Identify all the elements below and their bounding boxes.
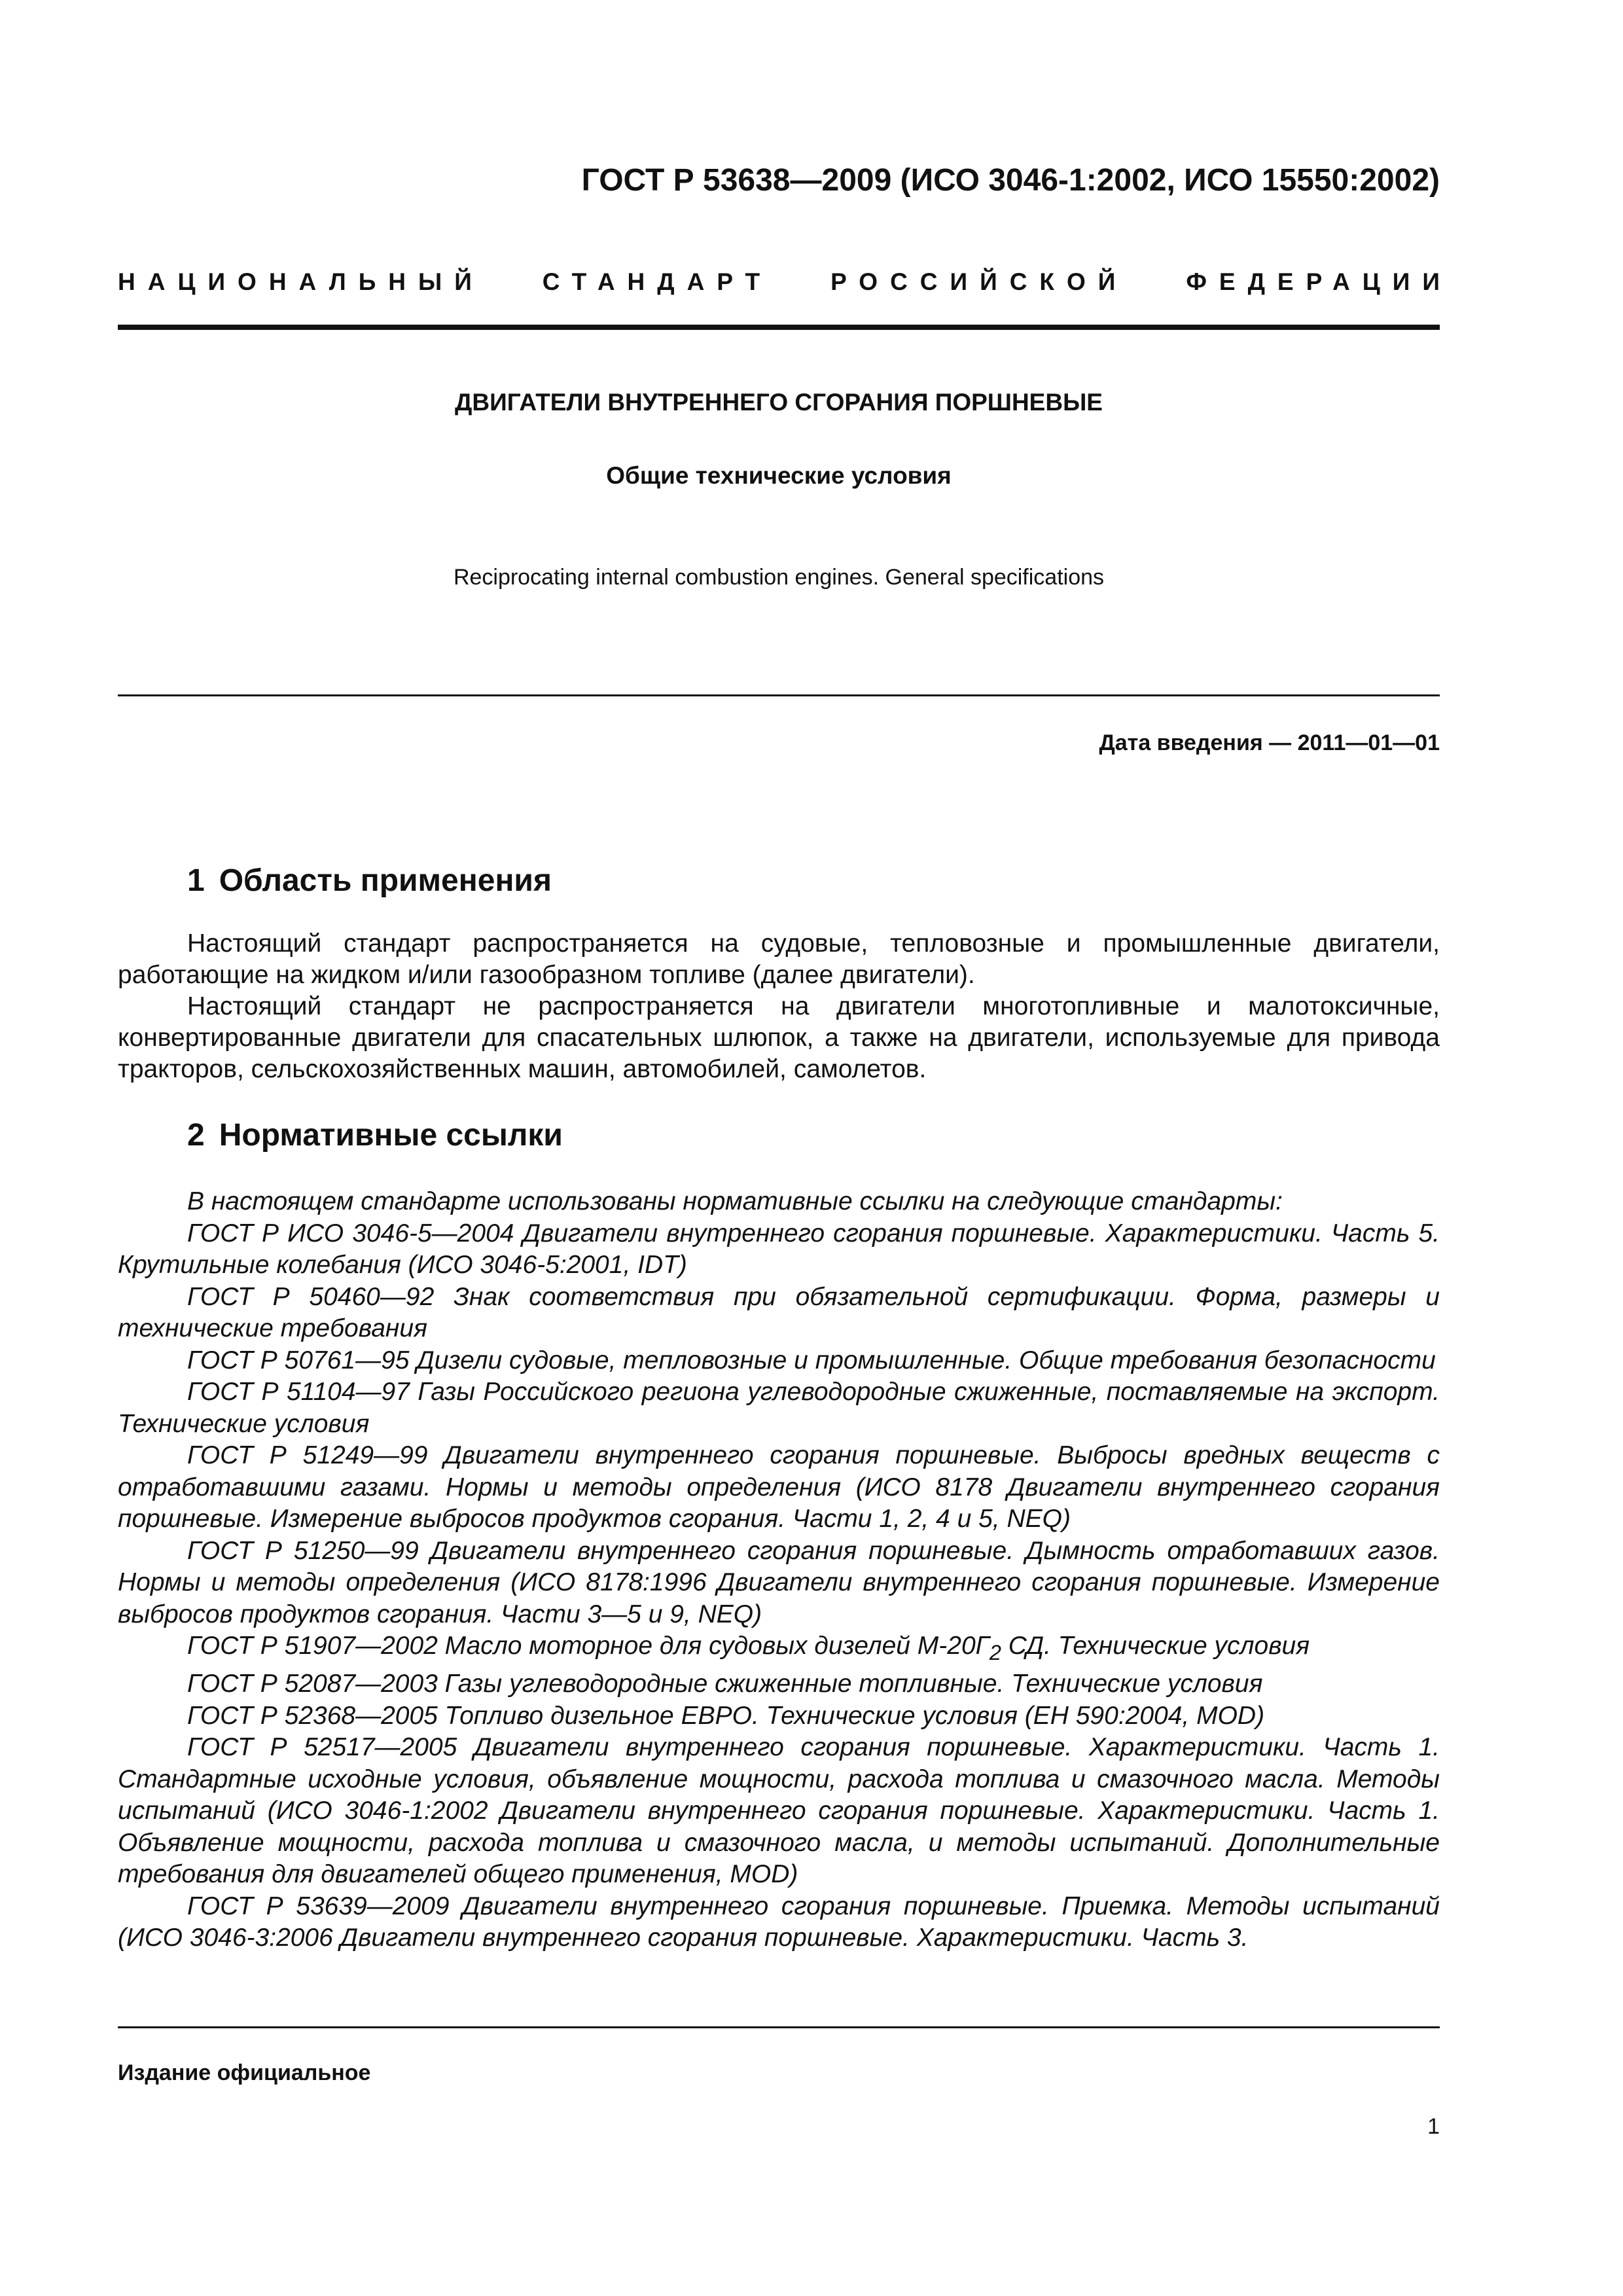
paragraph: Настоящий стандарт распространяется на судовые, тепловозные и промышленные двигатели, работающие на жидком и/или газообразном топливе (далее двигатели).: [118, 929, 1440, 989]
subscript: 2: [989, 1640, 1001, 1664]
reference-item: ГОСТ Р 51249—99 Двигатели внутреннего сгорания поршневые. Выбросы вредных веществ с отработавшими газами. Нормы и методы определения (ИСО 8178 Двигатели внутреннего сгорания поршневые. Измерение выбросов продуктов сгорания. Части 1, 2, 4 и 5, NEQ): [118, 1441, 1440, 1533]
paragraph: Настоящий стандарт не распространяется на двигатели многотопливные и малотоксичные, конвертированные двигатели для спасательных шлюпок, а также на двигатели, используемые для привода тракторов, сельскохозяйственных машин, автомобилей, самолетов.: [118, 992, 1440, 1083]
introduction-date: Дата введения — 2011—01—01: [1099, 730, 1440, 755]
reference-item: ГОСТ Р 52087—2003 Газы углеводородные сжиженные топливные. Технические условия: [187, 1670, 1263, 1698]
reference-item: ГОСТ Р 50761—95 Дизели судовые, тепловозные и промышленные. Общие требования безопасности: [187, 1346, 1436, 1374]
banner-word: ФЕДЕРАЦИИ: [1186, 268, 1452, 295]
banner-word: НАЦИОНАЛЬНЫЙ: [118, 268, 484, 295]
header-divider: [118, 325, 1440, 330]
section-title: Нормативные ссылки: [219, 1118, 563, 1153]
section-title: Область применения: [219, 863, 552, 898]
reference-item: ГОСТ Р 51104—97 Газы Российского региона углеводородные сжиженные, поставляемые на экспорт. Технические условия: [118, 1378, 1440, 1438]
page-number: 1: [1427, 2114, 1440, 2139]
reference-item: ГОСТ Р ИСО 3046-5—2004 Двигатели внутреннего сгорания поршневые. Характеристики. Часть 5. Крутильные колебания (ИСО 3046-5:2001, IDT): [118, 1219, 1440, 1279]
references-list: [118, 1186, 1440, 1954]
section-1-heading: [187, 863, 552, 899]
reference-text: СД. Технические условия: [1001, 1632, 1310, 1660]
banner-word: РОССИЙСКОЙ: [830, 268, 1128, 295]
document-title: ДВИГАТЕЛИ ВНУТРЕННЕГО СГОРАНИЯ ПОРШНЕВЫЕ: [455, 389, 1103, 416]
reference-item: ГОСТ Р 53639—2009 Двигатели внутреннего сгорания поршневые. Приемка. Методы испытаний (ИСО 3046-3:2006 Двигатели внутреннего сгорания поршневые. Характеристики. Часть 3.: [118, 1892, 1440, 1952]
reference-item: ГОСТ Р 51250—99 Двигатели внутреннего сгорания поршневые. Дымность отработавших газов. Нормы и методы определения (ИСО 8178:1996 Двигатели внутреннего сгорания поршневые. Измерение выбросов продуктов сгорания. Части 3—5 и 9, NEQ): [118, 1536, 1440, 1628]
reference-item: [118, 1630, 1440, 1668]
section-1-body: [118, 928, 1440, 1085]
document-subtitle: Общие технические условия: [606, 462, 952, 489]
section-2-heading: [187, 1117, 563, 1153]
english-title: Reciprocating internal combustion engines. General specifications: [453, 565, 1105, 590]
footer-divider: [118, 2026, 1440, 2028]
reference-item: ГОСТ Р 52368—2005 Топливо дизельное ЕВРО. Технические условия (ЕН 590:2004, MOD): [187, 1701, 1265, 1730]
banner-word: СТАНДАРТ: [542, 268, 773, 295]
reference-item: ГОСТ Р 50460—92 Знак соответствия при обязательной сертификации. Форма, размеры и технические требования: [118, 1282, 1440, 1342]
national-standard-banner: [118, 268, 1452, 296]
section-number: 1: [187, 863, 205, 898]
references-intro: В настоящем стандарте использованы нормативные ссылки на следующие стандарты:: [187, 1187, 1283, 1215]
document-number: ГОСТ Р 53638—2009 (ИСО 3046-1:2002, ИСО 15550:2002): [581, 163, 1440, 198]
reference-item: ГОСТ Р 52517—2005 Двигатели внутреннего сгорания поршневые. Характеристики. Часть 1. Стандартные исходные условия, объявление мощности, расхода топлива и смазочного масла. Методы испытаний (ИСО 3046-1:2002 Двигатели внутреннего сгорания поршневые. Характеристики. Часть 1. Объявление мощности, расхода топлива и смазочного масла, и методы испытаний. Дополнительные требования для двигателей общего применения, MOD): [118, 1733, 1440, 1889]
title-divider: [118, 694, 1440, 696]
edition-label: Издание официальное: [118, 2060, 371, 2085]
reference-text: ГОСТ Р 51907—2002 Масло моторное для судовых дизелей М-20Г: [187, 1632, 990, 1660]
section-number: 2: [187, 1118, 205, 1153]
